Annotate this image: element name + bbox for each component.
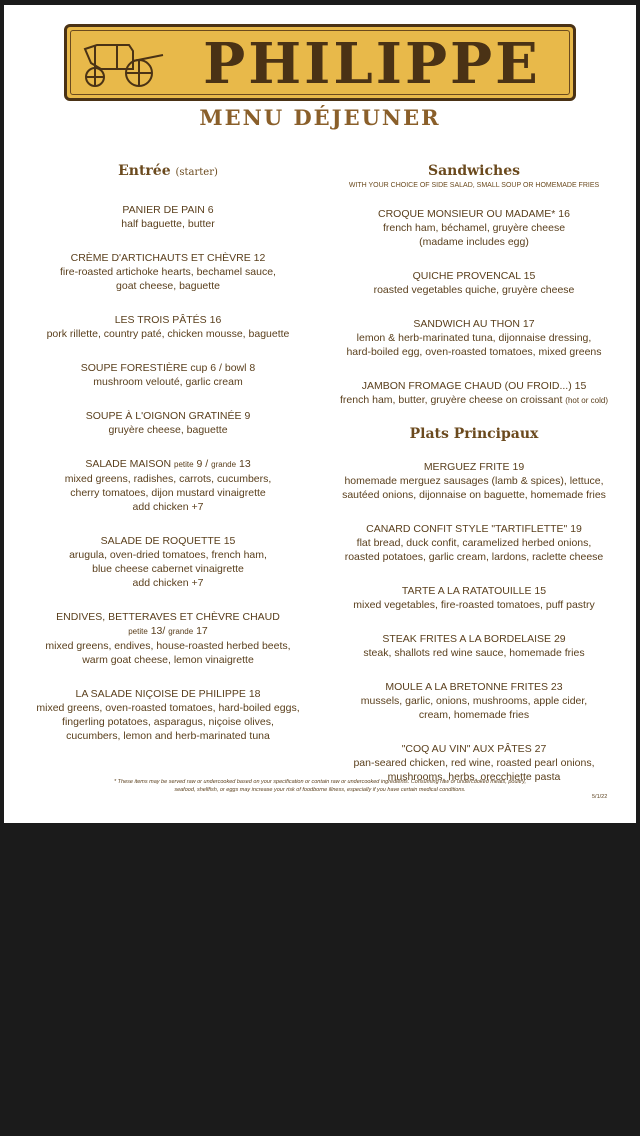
- menu-item: CANARD CONFIT STYLE "TARTIFLETTE" 19 flat bread, duck confit, caramelized herbed onions, roasted potatoes, garlic cream, lardons, raclette cheese: [344, 523, 604, 563]
- logo-sign: [64, 24, 576, 101]
- menu-item: SALADE DE ROQUETTE 15 arugula, oven-dried tomatoes, french ham, blue cheese cabernet vinaigrette add chicken +7: [69, 535, 267, 589]
- menu-title: MENU DÉJEUNER: [199, 105, 441, 130]
- menu-item: CROQUE MONSIEUR OU MADAME* 16 french ham, béchamel, gruyère cheese (madame includes egg): [378, 208, 570, 248]
- sandwiches-heading: Sandwiches: [427, 163, 520, 179]
- menu-item: MOULE A LA BRETONNE FRITES 23 mussels, garlic, onions, mushrooms, apple cider, cream, homemade fries: [360, 681, 588, 721]
- entree-column: [28, 161, 308, 743]
- horse-carriage-icon: [77, 37, 167, 89]
- disclaimer: * These items may be served raw or undercooked based on your specification or contain raw or undercooked ingredients. Consuming raw or undercooked meats, poultry, seafood, shellfish, or eggs may increase your risk of foodborne illness, especially if you have certain medical conditions.: [113, 779, 526, 793]
- menu-item: SALADE MAISON petite 9 / grande 13 mixed greens, radishes, carrots, cucumbers, cherry tomatoes, dijon mustard vinaigrette add chicken +7: [64, 458, 272, 513]
- menu-item: JAMBON FROMAGE CHAUD (OU FROID...) 15 french ham, butter, gruyère cheese on croissant (hot or cold): [340, 380, 608, 406]
- menu-item: QUICHE PROVENCAL 15 roasted vegetables quiche, gruyère cheese: [373, 270, 575, 296]
- menu-item: MERGUEZ FRITE 19 homemade merguez sausages (lamb & spices), lettuce, sautéed onions, dijonnaise on baguette, homemade fries: [342, 461, 606, 501]
- menu-item: CRÈME D'ARTICHAUTS ET CHÈVRE 12 fire-roasted artichoke hearts, bechamel sauce, goat cheese, baguette: [60, 252, 276, 292]
- plats-heading: Plats Principaux: [409, 426, 539, 442]
- menu-item: TARTE A LA RATATOUILLE 15 mixed vegetables, fire-roasted tomatoes, puff pastry: [353, 585, 595, 611]
- menu-item: LA SALADE NIÇOISE DE PHILIPPE 18 mixed greens, oven-roasted tomatoes, hard-boiled eggs, fingerling potatoes, asparagus, niçoise olives, cucumbers, lemon and herb-marinated tuna: [36, 688, 300, 742]
- menu-item: SOUPE À L'OIGNON GRATINÉE 9 gruyère cheese, baguette: [85, 410, 251, 436]
- entree-heading: Entrée (starter): [118, 163, 218, 179]
- logo-text: PHILIPPE: [203, 31, 541, 97]
- right-column: [334, 161, 614, 784]
- menu-item: SANDWICH AU THON 17 lemon & herb-marinated tuna, dijonnaise dressing, hard-boiled egg, oven-roasted tomatoes, mixed greens: [346, 318, 602, 358]
- menu-item: "COQ AU VIN" AUX PÂTES 27 pan-seared chicken, red wine, roasted pearl onions, mushrooms, herbs, orecchiette pasta: [353, 743, 595, 783]
- menu-item: LES TROIS PÂTÉS 16 pork rillette, country paté, chicken mousse, baguette: [46, 314, 290, 340]
- menu-item: SOUPE FORESTIÈRE cup 6 / bowl 8 mushroom velouté, garlic cream: [80, 362, 256, 388]
- sandwiches-subheading: WITH YOUR CHOICE OF SIDE SALAD, SMALL SOUP OR HOMEMADE FRIES: [348, 182, 600, 189]
- menu-item: STEAK FRITES A LA BORDELAISE 29 steak, shallots red wine sauce, homemade fries: [363, 633, 585, 659]
- menu-item: ENDIVES, BETTERAVES ET CHÈVRE CHAUD petite 13/ grande 17 mixed greens, endives, house-roasted herbed beets, warm goat cheese, lemon vinaigrette: [45, 611, 291, 666]
- menu-page: [4, 5, 636, 823]
- menu-date: 5/1/22: [592, 794, 608, 800]
- menu-item: PANIER DE PAIN 6 half baguette, butter: [121, 204, 215, 230]
